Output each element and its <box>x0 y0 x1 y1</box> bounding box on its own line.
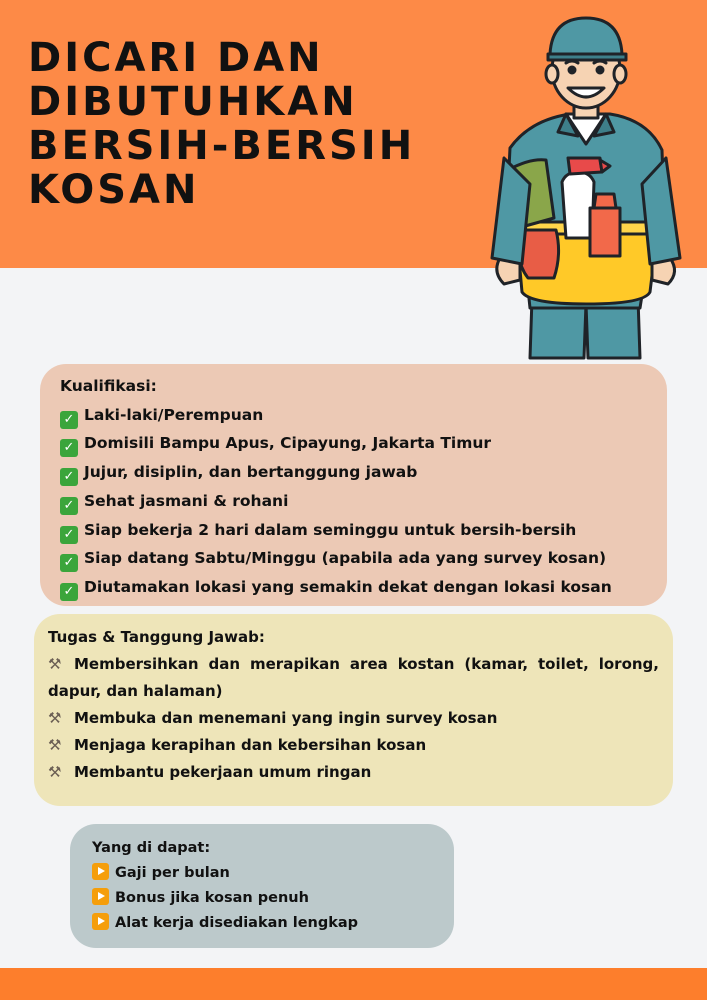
headline-line: BERSIH-BERSIH <box>28 123 416 169</box>
duty-item <box>48 759 659 786</box>
check-mark-icon: ✓ <box>60 439 78 457</box>
duty-item <box>48 651 659 705</box>
tools-icon: ⚒ <box>48 709 62 727</box>
benefit-text: Alat kerja disediakan lengkap <box>115 915 359 931</box>
check-mark-icon: ✓ <box>60 468 78 486</box>
qualification-item <box>60 573 649 602</box>
benefits-title: Yang di dapat: <box>92 840 211 856</box>
qualification-text: Siap datang Sabtu/Minggu (apabila ada yang survey kosan) <box>84 549 607 568</box>
benefits-card <box>70 824 454 948</box>
play-button-icon <box>92 888 109 905</box>
check-mark-icon: ✓ <box>60 497 78 515</box>
headline-line: KOSAN <box>28 167 200 213</box>
benefit-item <box>92 911 436 936</box>
duties-card <box>34 614 673 806</box>
duty-item <box>48 732 659 759</box>
tools-icon: ⚒ <box>48 736 62 754</box>
check-mark-icon: ✓ <box>60 583 78 601</box>
qualification-text: Siap bekerja 2 hari dalam seminggu untuk bersih-bersih <box>84 520 577 539</box>
qualification-text: Jujur, disiplin, dan bertanggung jawab <box>84 463 418 482</box>
benefit-item <box>92 886 436 911</box>
duty-item <box>48 705 659 732</box>
benefit-text: Bonus jika kosan penuh <box>115 890 309 906</box>
qualification-text: Domisili Bampu Apus, Cipayung, Jakarta Timur <box>84 434 492 453</box>
qualification-item <box>60 458 649 487</box>
qualifications-title: Kualifikasi: <box>60 377 157 395</box>
qualification-text: Laki-laki/Perempuan <box>84 405 264 424</box>
duties-title: Tugas & Tanggung Jawab: <box>48 628 265 646</box>
footer-band <box>0 968 707 1000</box>
check-mark-icon: ✓ <box>60 411 78 429</box>
check-mark-icon: ✓ <box>60 554 78 572</box>
duty-text: Membuka dan menemani yang ingin survey kosan <box>74 709 498 727</box>
duty-text: Menjaga kerapihan dan kebersihan kosan <box>74 736 427 754</box>
headline-line: DIBUTUHKAN <box>28 79 358 125</box>
duty-text: Membersihkan dan merapikan area kostan (kamar, toilet, lorong, dapur, dan halaman) <box>48 655 659 700</box>
qualification-item <box>60 429 649 458</box>
benefit-text: Gaji per bulan <box>115 865 230 881</box>
tools-icon: ⚒ <box>48 655 62 673</box>
qualification-item <box>60 487 649 516</box>
check-mark-icon: ✓ <box>60 526 78 544</box>
qualification-item <box>60 401 649 430</box>
tools-icon: ⚒ <box>48 763 62 781</box>
poster-headline <box>28 36 498 212</box>
cleaner-illustration <box>470 8 700 360</box>
benefit-item <box>92 861 436 886</box>
duty-text: Membantu pekerjaan umum ringan <box>74 763 372 781</box>
play-button-icon <box>92 863 109 880</box>
qualification-text: Sehat jasmani & rohani <box>84 491 289 510</box>
play-button-icon <box>92 913 109 930</box>
qualification-item <box>60 544 649 573</box>
qualification-text: Diutamakan lokasi yang semakin dekat dengan lokasi kosan <box>84 577 612 596</box>
qualifications-card <box>40 364 667 606</box>
qualification-item <box>60 516 649 545</box>
headline-line: DICARI DAN <box>28 35 324 81</box>
